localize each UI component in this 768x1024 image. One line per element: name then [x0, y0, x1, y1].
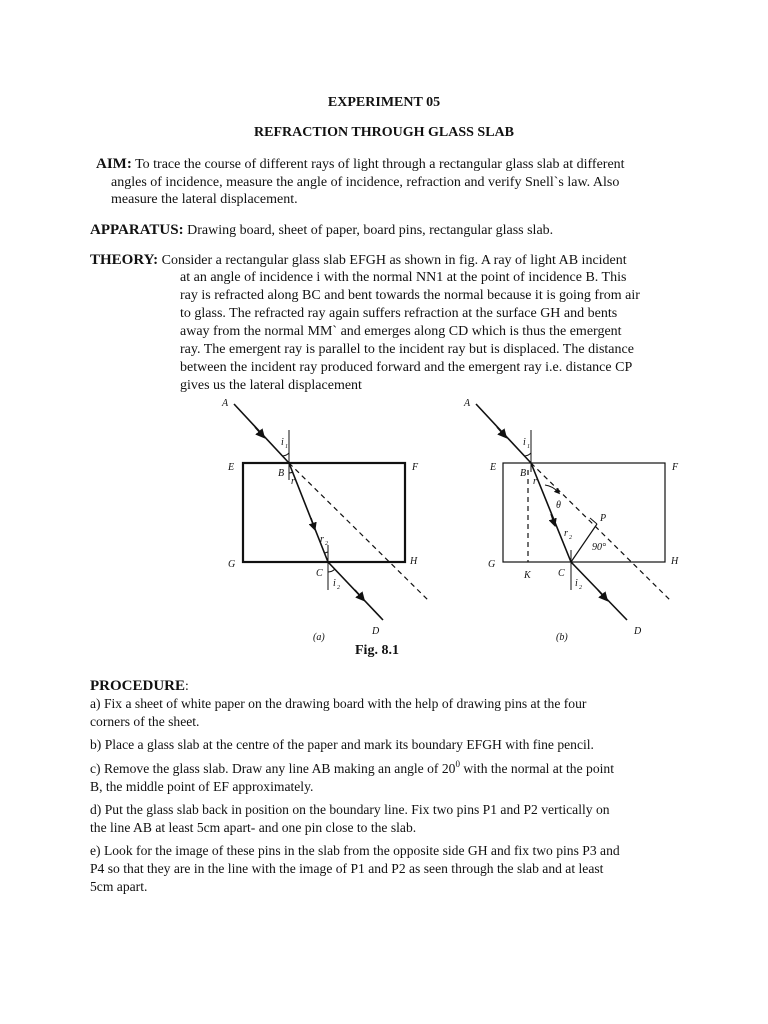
label-e-b: E [490, 462, 497, 473]
procedure-d-line-2: the line AB at least 5cm apart- and one pin close to the slab. [90, 820, 417, 835]
theory-line-3: ray is refracted along BC and bent towards the normal because it is going from air [180, 288, 640, 303]
figure-panel-b [476, 404, 672, 620]
label-i2-sub-b: 2 [579, 585, 582, 591]
angle-arc-i1-b [524, 453, 531, 456]
procedure-label: PROCEDURE [90, 678, 186, 694]
procedure-c-text-post: with the normal at the point [459, 761, 614, 776]
glass-slab-b [503, 463, 665, 562]
label-k-b: K [524, 570, 531, 581]
apparatus-text: Drawing board, sheet of paper, board pins, rectangular glass slab. [183, 223, 554, 238]
label-g-b: G [488, 559, 496, 570]
panel-label-b: (b) [556, 632, 568, 643]
procedure-a-line-1: a) Fix a sheet of white paper on the drawing board with the help of drawing pins at the four [90, 696, 587, 711]
emergent-ray-arrow-b [598, 590, 605, 598]
label-a-b: A [464, 398, 471, 409]
procedure-e-line-2: P4 so that they are in the line with the image of P1 and P2 as seen through the slab and at least [90, 861, 604, 876]
procedure-e-line-3: 5cm apart. [90, 879, 148, 894]
label-r2-a: r [320, 534, 324, 545]
label-h-a: H [410, 556, 418, 567]
procedure-colon: : [185, 678, 189, 693]
page-title: REFRACTION THROUGH GLASS SLAB [254, 125, 514, 140]
emergent-ray-arrow-a [355, 590, 362, 598]
experiment-number: EXPERIMENT 05 [327, 95, 441, 110]
incident-ray-arrow-b [497, 427, 504, 435]
theory-line-6: ray. The emergent ray is parallel to the incident ray but is displaced. The distance [180, 342, 634, 357]
refracted-ray-arrow-a [311, 518, 314, 527]
label-p-b: P [600, 513, 607, 524]
label-theta-b: θ [556, 500, 561, 511]
label-i1-sub-b: 1 [527, 444, 530, 450]
label-r-a: r [291, 476, 295, 487]
label-i2-sub-a: 2 [337, 585, 340, 591]
label-i1-a: i [281, 437, 284, 448]
procedure-c-line-1 [90, 760, 690, 778]
label-b-a: B [278, 468, 285, 479]
label-r-b: r [533, 476, 537, 487]
label-i1-sub-a: 1 [285, 444, 288, 450]
label-a-a: A [222, 398, 229, 409]
figure-caption: Fig. 8.1 [355, 643, 399, 658]
theory-line-5: away from the normal MM` and emerges along CD which is thus the emergent [180, 324, 622, 339]
aim-line-3: measure the lateral displacement. [111, 192, 298, 207]
label-c-b: C [558, 568, 565, 579]
angle-arc-i2-a [328, 569, 335, 572]
procedure-d-line-1: d) Put the glass slab back in position on the boundary line. Fix two pins P1 and P2 vertically on [90, 802, 610, 817]
procedure-c-text-pre: c) Remove the glass slab. Draw any line AB making an angle of 20 [90, 761, 456, 776]
aim-line-1 [96, 155, 716, 174]
procedure-a-line-2: corners of the sheet. [90, 714, 200, 729]
label-e-a: E [228, 462, 235, 473]
aim-text-1: To trace the course of different rays of light through a rectangular glass slab at different [131, 157, 625, 172]
theory-line-7: between the incident ray produced forward and the emergent ray i.e. distance CP [180, 360, 633, 375]
incident-ray-produced-b [531, 463, 672, 602]
aim-label: AIM: [96, 156, 132, 172]
incident-ray-produced-a [289, 463, 430, 602]
figure-panel-a [234, 404, 430, 620]
label-r2-b: r [564, 528, 568, 539]
theory-line-2: at an angle of incidence i with the normal NN1 at the point of incidence B. This [180, 270, 627, 285]
angle-arc-i1-a [282, 453, 289, 456]
theory-line-4: to glass. The refracted ray again suffers refraction at the surface GH and bents [180, 306, 618, 321]
angle-arc-theta [545, 485, 558, 492]
label-d-b: D [634, 626, 642, 637]
label-i1-b: i [523, 437, 526, 448]
panel-label-a: (a) [313, 632, 325, 643]
apparatus-label: APPARATUS: [90, 222, 184, 238]
refraction-figure [0, 390, 768, 660]
label-c-a: C [316, 568, 323, 579]
degree-superscript: 0 [455, 759, 460, 769]
procedure-heading [90, 677, 690, 695]
glass-slab-a [243, 463, 405, 562]
theory-line-8: gives us the lateral displacement [180, 378, 362, 393]
right-angle-mark [590, 518, 597, 524]
aim-line-2: angles of incidence, measure the angle of incidence, refraction and verify Snell`s law. Also [111, 175, 620, 190]
label-f-a: F [412, 462, 419, 473]
label-h-b: H [671, 556, 679, 567]
label-r2-sub-a: 2 [325, 541, 328, 547]
label-i2-b: i [575, 578, 578, 589]
label-90-b: 90° [592, 542, 606, 553]
label-f-b: F [672, 462, 679, 473]
apparatus-line [90, 221, 710, 240]
label-g-a: G [228, 559, 236, 570]
theory-label: THEORY: [90, 252, 159, 268]
label-b-b: B [520, 468, 527, 479]
theory-text-1: Consider a rectangular glass slab EFGH as shown in fig. A ray of light AB incident [158, 253, 627, 268]
label-i2-a: i [333, 578, 336, 589]
incident-ray-arrow-a [255, 427, 262, 435]
refracted-ray-b [531, 463, 571, 562]
procedure-c-line-2: B, the middle point of EF approximately. [90, 779, 314, 794]
procedure-e-line-1: e) Look for the image of these pins in the slab from the opposite side GH and fix two pins P3 and [90, 843, 620, 858]
theory-line-1 [90, 251, 710, 270]
label-d-a: D [372, 626, 380, 637]
procedure-b: b) Place a glass slab at the centre of the paper and mark its boundary EFGH with fine pencil. [90, 737, 594, 752]
label-r2-sub-b: 2 [569, 535, 572, 541]
